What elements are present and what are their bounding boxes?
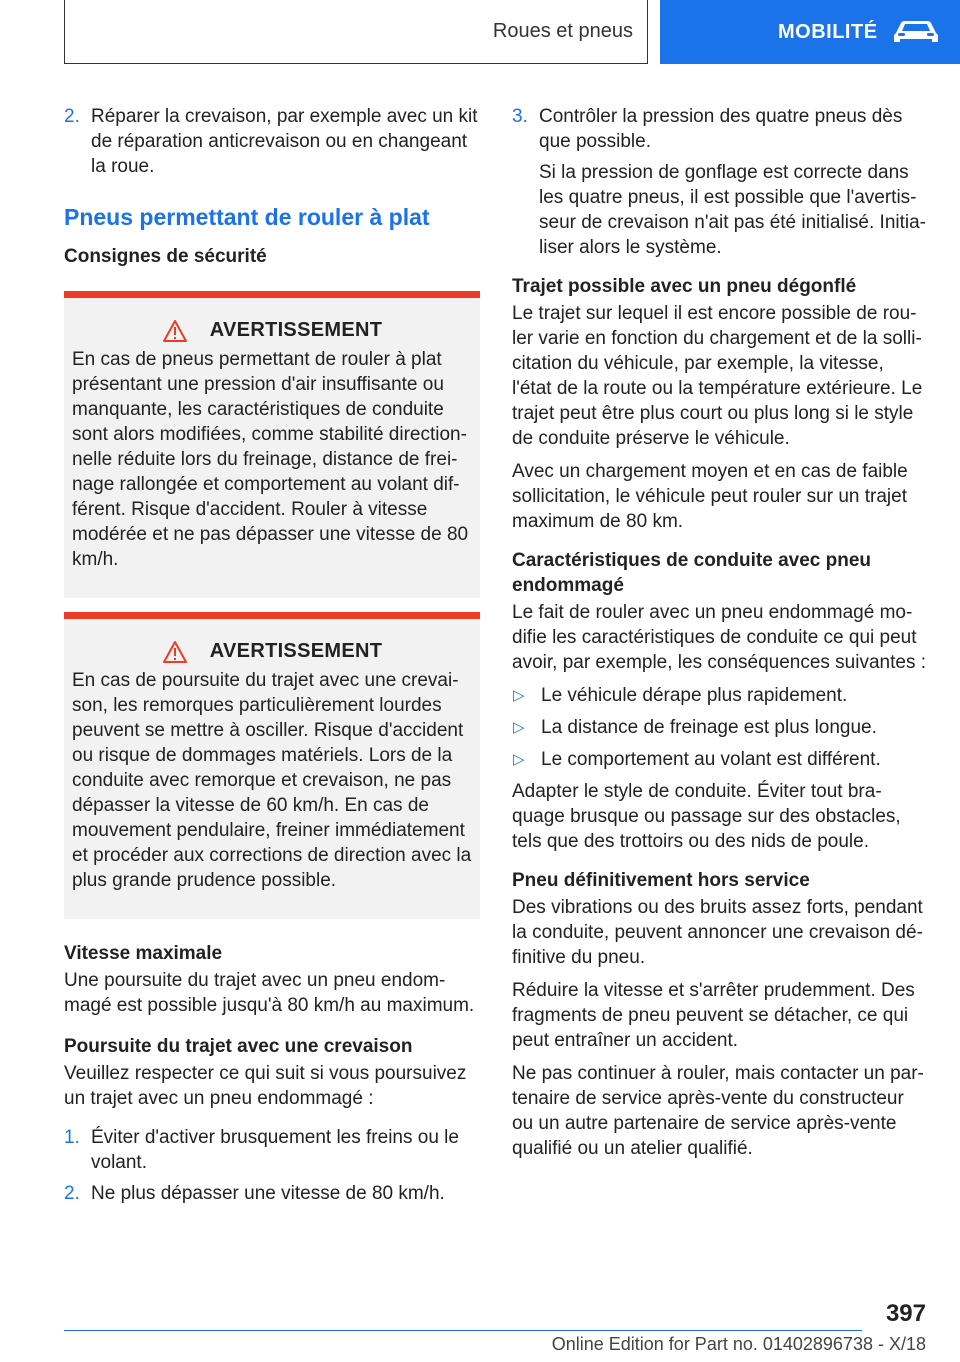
list-number: 2.	[64, 106, 80, 127]
section-title: Pneus permettant de rouler à plat	[64, 204, 430, 230]
subsection-title: Vitesse maximale	[64, 943, 223, 964]
header-category-tab[interactable]	[660, 0, 960, 64]
list-item	[64, 1125, 480, 1175]
paragraph: Avec un chargement moyen et en cas de faible sollicitation, le véhicule peut rouler sur un trajet maximum de 80 km.	[512, 461, 908, 532]
warning-triangle-icon	[162, 640, 188, 664]
subsection-title: Caractéristiques de conduite avec pneu endommagé	[512, 550, 872, 596]
subsection-title: Trajet possible avec un pneu dégonflé	[512, 276, 857, 297]
page-number: 397	[885, 1300, 926, 1327]
list-number: 3.	[512, 106, 528, 127]
subsection-title: Pneu définitivement hors service	[512, 870, 810, 891]
warning-text: En cas de pneus permettant de rouler à plat présentant une pression d'air insuffisante ou manquante, les caractéristiques de conduite sont alors modifiées, comme stabilité direction-nelle réduite lors du freinage, distance de frei-nage rallongée et comportement au volant dif-férent. Risque d'accident. Rouler à vitesse modérée et ne pas dépasser une vitesse de 80 km/h.	[72, 349, 469, 570]
warning-triangle-icon	[162, 319, 188, 343]
list-item	[64, 104, 480, 179]
list-item	[64, 1181, 480, 1206]
triangle-bullet-icon: ▷	[513, 719, 525, 736]
footer-edition: Online Edition for Part no. 01402896738 - X/18	[551, 1334, 926, 1354]
list-number: 1.	[64, 1127, 80, 1148]
list-text: La distance de freinage est plus longue.	[541, 717, 877, 738]
list-text: Contrôler la pression des quatre pneus dès que possible.	[539, 106, 903, 152]
paragraph: Des vibrations ou des bruits assez forts, pendant la conduite, peuvent annoncer une crevaison dé-finitive du pneu.	[512, 897, 923, 968]
header-section-box	[64, 0, 648, 64]
warning-label: AVERTISSEMENT	[209, 640, 383, 662]
warning-label: AVERTISSEMENT	[209, 319, 383, 341]
paragraph: Une poursuite du trajet avec un pneu endom-magé est possible jusqu'à 80 km/h au maximum.	[64, 970, 475, 1016]
car-icon	[892, 19, 940, 45]
triangle-bullet-icon: ▷	[513, 687, 525, 704]
paragraph: Le fait de rouler avec un pneu endommagé mo-difie les caractéristiques de conduite ce qui peut avoir, par exemple, les conséquences suivantes :	[512, 602, 927, 673]
list-item	[512, 715, 926, 740]
header-category-label: MOBILITÉ	[778, 20, 878, 43]
footer-divider	[64, 1330, 862, 1331]
warning-box	[64, 612, 480, 919]
paragraph: Ne pas continuer à rouler, mais contacter un par-tenaire de service après-vente du constructeur ou un autre partenaire de service après-vente qualifié ou un atelier qualifié.	[512, 1063, 924, 1159]
list-item	[512, 104, 926, 154]
triangle-bullet-icon: ▷	[513, 751, 525, 768]
list-text: Éviter d'activer brusquement les freins ou le volant.	[91, 1127, 459, 1173]
header-section-title: Roues et pneus	[492, 20, 633, 42]
paragraph: Adapter le style de conduite. Éviter tout bra-quage brusque ou passage sur des obstacles, tels que des trottoirs ou des nids de poule.	[512, 781, 901, 852]
left-column	[64, 104, 480, 1212]
warning-text: En cas de poursuite du trajet avec une crevai-son, les remorques particulièrement lourdes peuvent se mettre à osciller. Risque d'accident ou risque de dommages matériels. Lors de la conduite avec remorque et crevaison, ne pas dépasser la vitesse de 60 km/h. En cas de mouvement pendulaire, freiner immédiatement et procéder aux corrections de direction avec la plus grande prudence possible.	[72, 670, 472, 891]
list-number: 2.	[64, 1183, 80, 1204]
subsection-title: Consignes de sécurité	[64, 246, 267, 267]
list-text: Le véhicule dérape plus rapidement.	[541, 685, 848, 706]
paragraph: Réduire la vitesse et s'arrêter prudemment. Des fragments de pneu peuvent se détacher, ce qui peut entraîner un accident.	[512, 980, 915, 1051]
list-subparagraph: Si la pression de gonflage est correcte dans les quatre pneus, il est possible que l'avertis-seur de crevaison n'ait pas été initialisé. Initia-liser alors le système.	[539, 162, 926, 258]
paragraph: Le trajet sur lequel il est encore possible de rou-ler varie en fonction du chargement et de la solli-citation du véhicule, par exemple, la vitesse, l'état de la route ou la température extérieure. Le trajet peut être plus court ou plus long si le style de conduite préserve le véhicule.	[512, 303, 923, 449]
list-text: Le comportement au volant est différent.	[541, 749, 881, 770]
warning-box	[64, 291, 480, 598]
paragraph: Veuillez respecter ce qui suit si vous poursuivez un trajet avec un pneu endommagé :	[64, 1063, 467, 1109]
list-text: Ne plus dépasser une vitesse de 80 km/h.	[91, 1183, 445, 1204]
list-text: Réparer la crevaison, par exemple avec un kit de réparation anticrevaison ou en changeant la roue.	[91, 106, 478, 177]
list-item	[512, 683, 926, 708]
right-column	[512, 104, 926, 1169]
subsection-title: Poursuite du trajet avec une crevaison	[64, 1036, 413, 1057]
list-item	[512, 747, 926, 772]
